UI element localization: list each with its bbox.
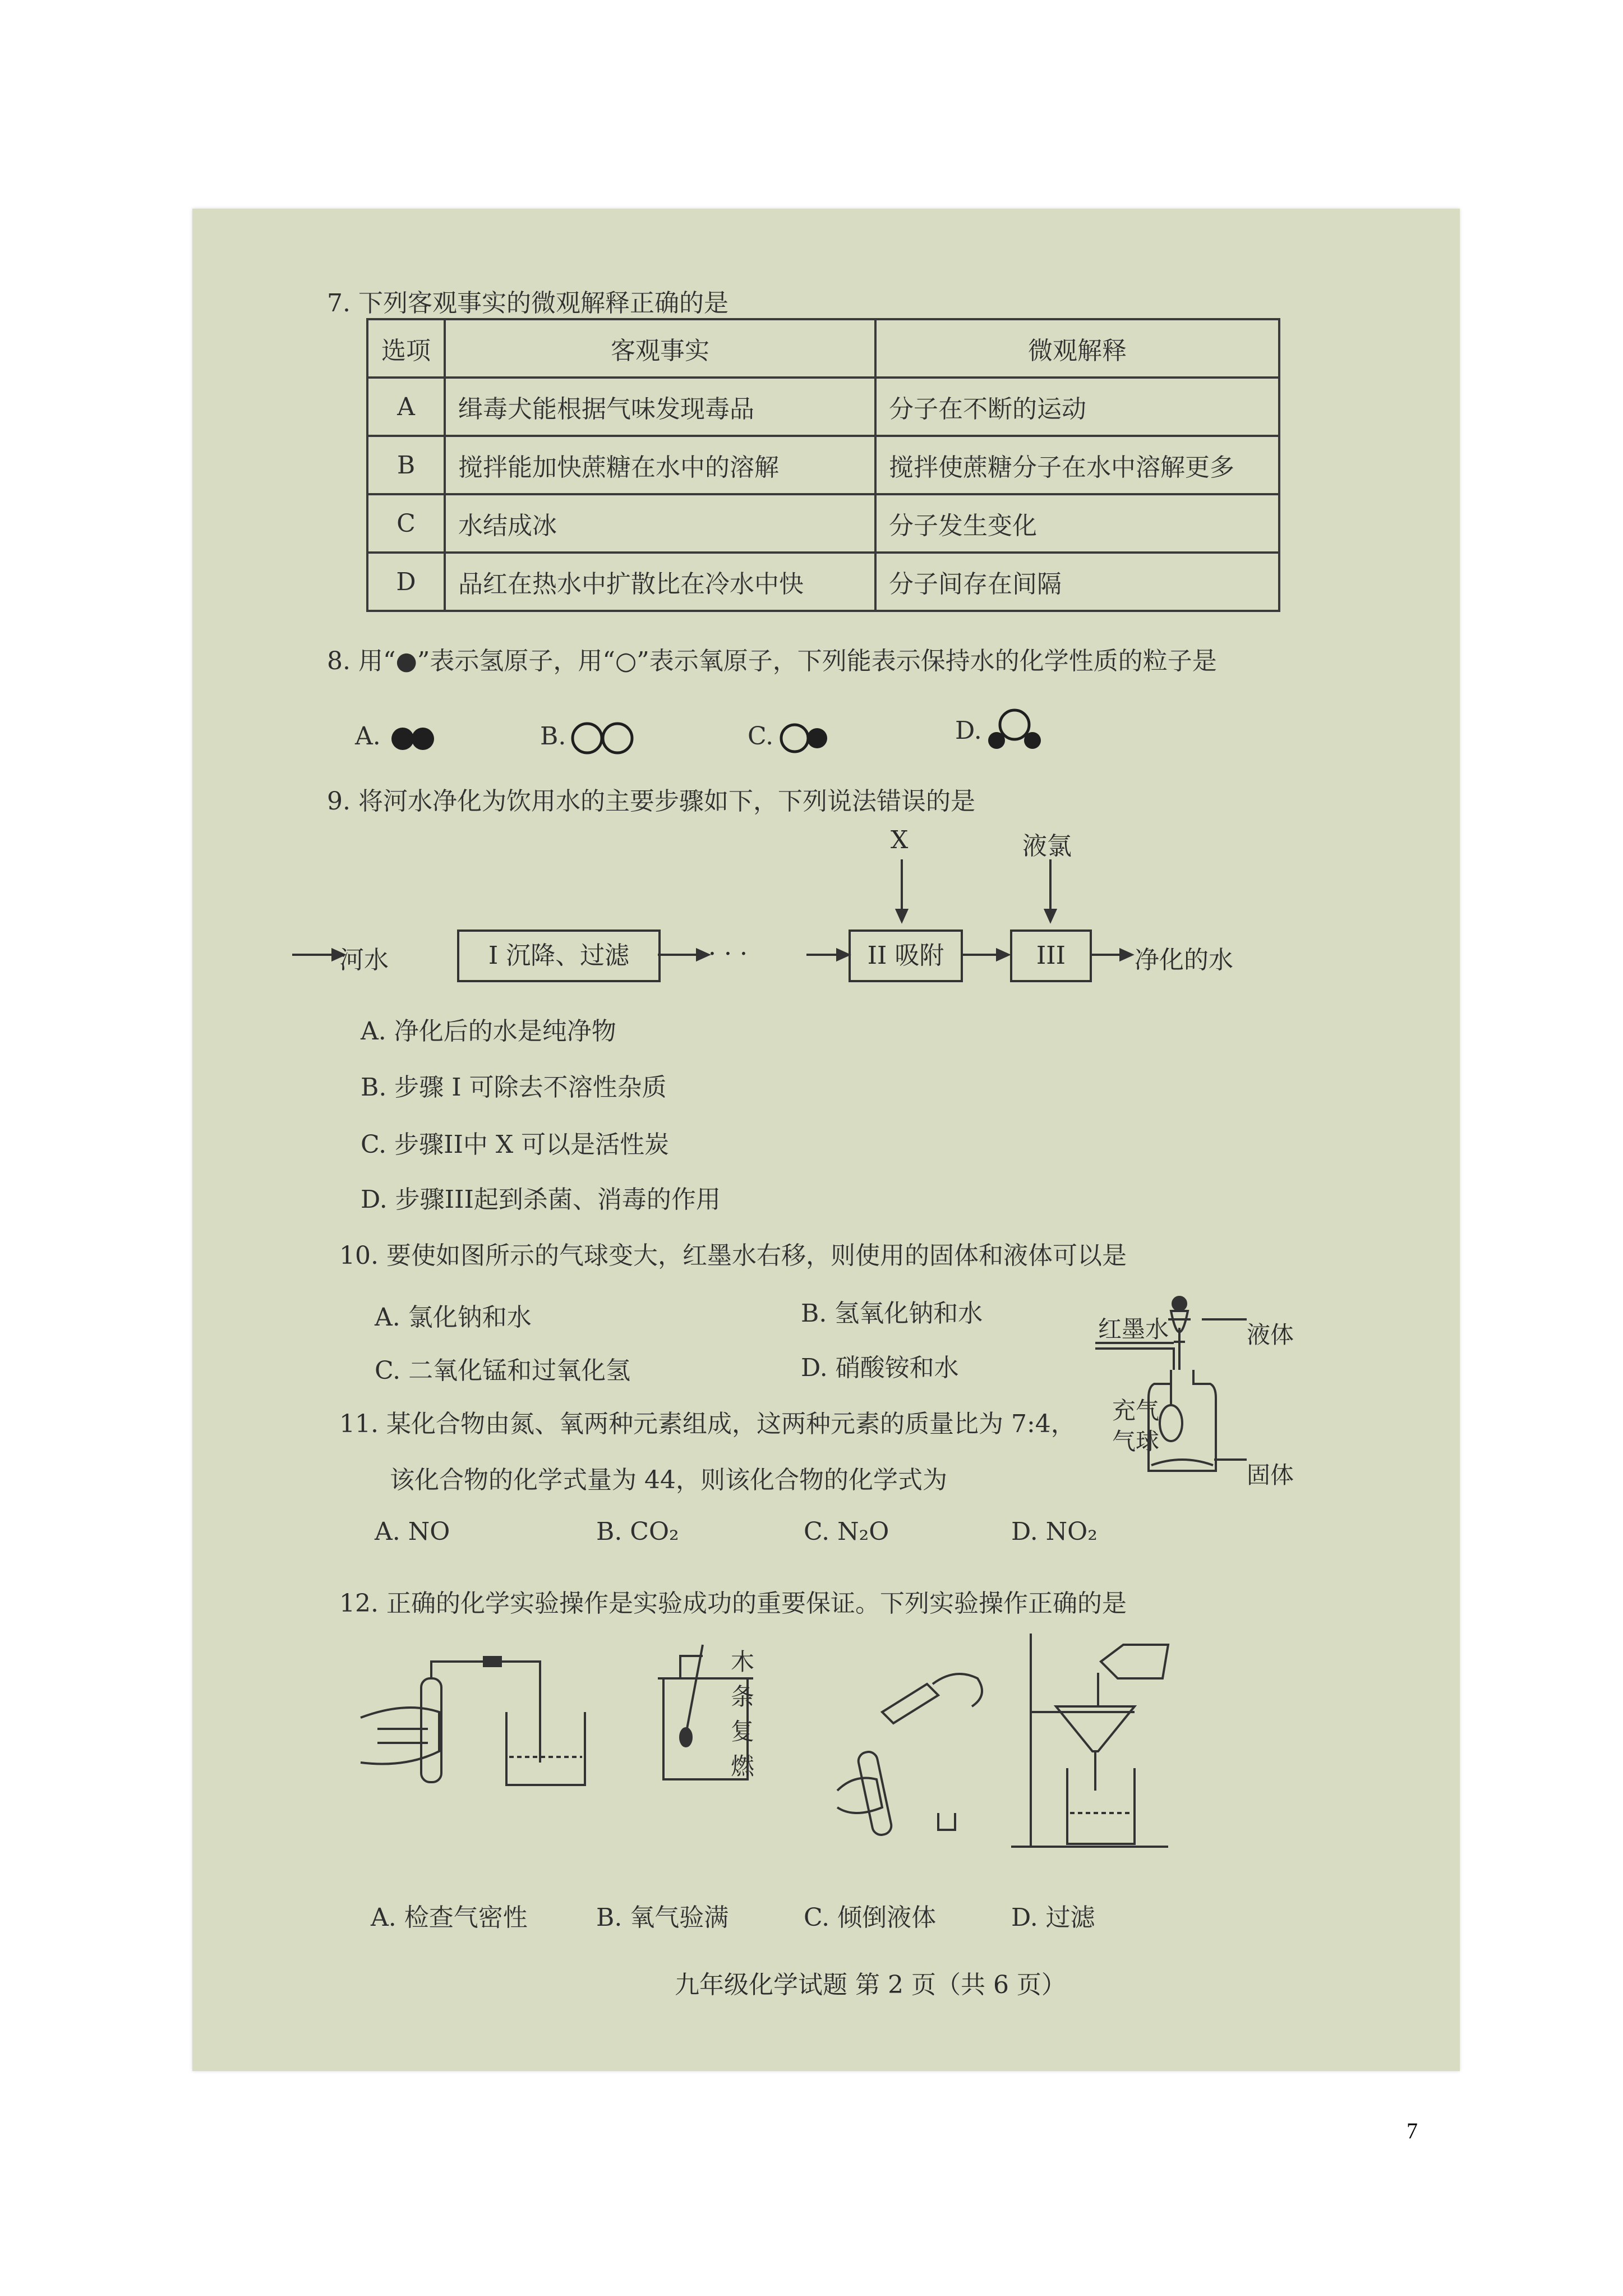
flow-river-water: 河水 [339, 946, 389, 974]
fig-solid-label: 固体 [1247, 1461, 1294, 1489]
row-option: B [367, 436, 445, 494]
question-8-stem: 8. 用“●”表示氢原子，用“○”表示氧原子，下列能表示保持水的化学性质的粒子是 [327, 647, 1217, 675]
q9-option-a: A. 净化后的水是纯净物 [361, 1017, 616, 1046]
row-explanation: 分子间存在间隔 [875, 553, 1279, 611]
stick-char: 木 [731, 1648, 755, 1676]
q12-apparatus-figures [192, 1622, 1460, 1892]
row-fact: 水结成冰 [445, 494, 875, 553]
question-11-stem-line-2: 该化合物的化学式量为 44，则该化合物的化学式为 [390, 1466, 947, 1494]
q8-option-b-label: B. [540, 722, 566, 751]
row-fact: 缉毒犬能根据气味发现毒品 [445, 378, 875, 436]
q12-b-stick-label [731, 1645, 759, 1784]
q11-option-a: A. NO [375, 1517, 450, 1546]
q8-option-a-label: A. [355, 722, 381, 751]
row-fact: 搅拌能加快蔗糖在水中的溶解 [445, 436, 875, 494]
q10-option-b: B. 氢氧化钠和水 [801, 1299, 983, 1328]
q9-option-d: D. 步骤III起到杀菌、消毒的作用 [361, 1185, 721, 1214]
q9-option-b: B. 步骤 I 可除去不溶性杂质 [361, 1073, 667, 1102]
stick-char: 燃 [731, 1752, 755, 1780]
row-explanation: 分子发生变化 [875, 494, 1279, 553]
flow-input-chlorine: 液氯 [1022, 832, 1072, 861]
header-explanation: 微观解释 [875, 319, 1279, 378]
row-explanation: 搅拌使蔗糖分子在水中溶解更多 [875, 436, 1279, 494]
question-11-stem-line-1: 11. 某化合物由氮、氧两种元素组成，这两种元素的质量比为 7:4， [339, 1410, 1076, 1438]
q10-option-a: A. 氯化钠和水 [375, 1303, 532, 1332]
q9-option-c: C. 步骤II中 X 可以是活性炭 [361, 1130, 670, 1159]
question-9-stem: 9. 将河水净化为饮用水的主要步骤如下，下列说法错误的是 [327, 787, 975, 816]
fig-red-ink-label: 红墨水 [1098, 1315, 1169, 1343]
fig-balloon-label-2: 气球 [1112, 1428, 1160, 1455]
paper-footer: 九年级化学试题 第 2 页（共 6 页） [675, 1971, 1066, 1999]
q8-option-c-label: C. [748, 722, 774, 751]
flow-dots: · · · [708, 940, 748, 968]
question-12-stem: 12. 正确的化学实验操作是实验成功的重要保证。下列实验操作正确的是 [339, 1589, 1127, 1618]
row-option: D [367, 553, 445, 611]
q12-option-b: B. 氧气验满 [596, 1903, 729, 1932]
question-7-stem: 7. 下列客观事实的微观解释正确的是 [327, 289, 728, 318]
q12-option-c: C. 倾倒液体 [804, 1903, 937, 1932]
row-explanation: 分子在不断的运动 [875, 378, 1279, 436]
q11-option-d: D. NO₂ [1011, 1517, 1098, 1546]
flow-step-2: II 吸附 [849, 930, 963, 982]
header-fact: 客观事实 [445, 319, 875, 378]
page-number: 7 [1407, 2118, 1418, 2143]
row-option: C [367, 494, 445, 553]
fig-liquid-label: 液体 [1247, 1321, 1294, 1349]
row-fact: 品红在热水中扩散比在冷水中快 [445, 553, 875, 611]
flow-step-3: III [1010, 930, 1092, 982]
q12-option-a: A. 检查气密性 [371, 1903, 528, 1932]
q10-apparatus-figure [1090, 1286, 1258, 1499]
q8-option-d-label: D. [955, 716, 982, 745]
q10-option-c: C. 二氧化锰和过氧化氢 [375, 1356, 631, 1385]
flow-step-1: I 沉降、过滤 [457, 930, 661, 982]
q11-option-c: C. N₂O [804, 1517, 889, 1546]
row-option: A [367, 378, 445, 436]
flow-purified-water: 净化的水 [1135, 946, 1233, 974]
q9-flow-arrows [192, 209, 1460, 1022]
q10-option-d: D. 硝酸铵和水 [801, 1354, 959, 1382]
stick-char: 条 [731, 1683, 755, 1710]
question-10-stem: 10. 要使如图所示的气球变大，红墨水右移，则使用的固体和液体可以是 [339, 1241, 1127, 1270]
flow-input-x: X [891, 826, 909, 854]
fig-balloon-label-1: 充气 [1112, 1397, 1160, 1424]
q11-option-b: B. CO₂ [596, 1517, 679, 1546]
q12-option-d: D. 过滤 [1011, 1903, 1095, 1932]
exam-paper [192, 209, 1460, 2071]
stick-char: 复 [731, 1718, 755, 1745]
header-option: 选项 [367, 319, 445, 378]
